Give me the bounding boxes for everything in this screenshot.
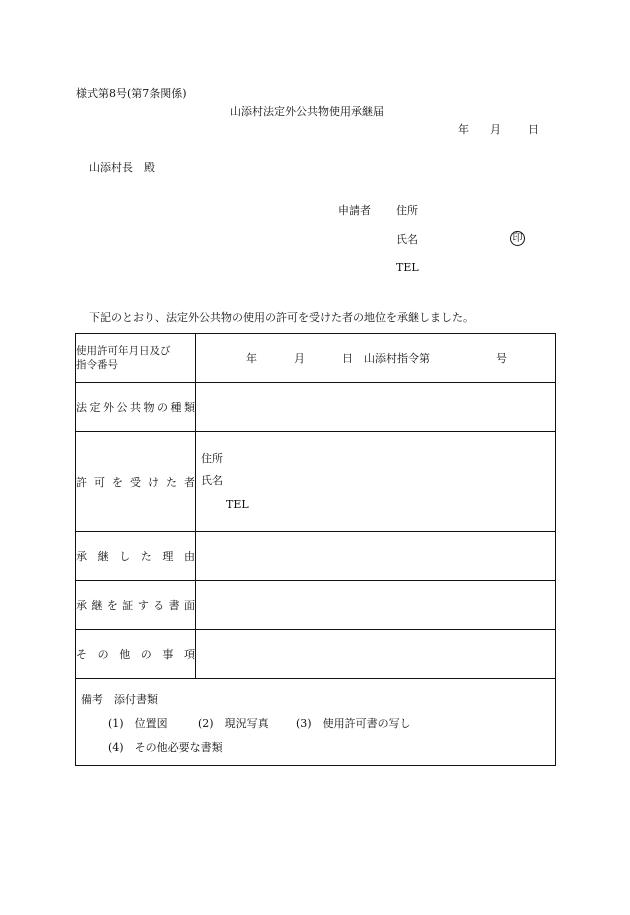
notes-item-4: (4) その他必要な書類 bbox=[108, 741, 223, 754]
type-label: 法定外公共物の種類 bbox=[76, 401, 195, 414]
other-value-cell[interactable] bbox=[196, 630, 556, 679]
row-other bbox=[76, 630, 556, 679]
document-label-cell bbox=[76, 581, 196, 630]
permittee-address-label: 住所 bbox=[201, 452, 223, 465]
type-label-cell bbox=[76, 383, 196, 432]
permit-label-line1: 使用許可年月日及び bbox=[76, 345, 171, 357]
permit-month: 月 bbox=[294, 352, 305, 365]
applicant-address-label: 住所 bbox=[396, 204, 418, 217]
other-label-cell bbox=[76, 630, 196, 679]
reason-value-cell[interactable] bbox=[196, 532, 556, 581]
notes-item-1: (1) 位置図 bbox=[108, 717, 168, 730]
notes-cell bbox=[76, 679, 556, 766]
permit-directive: 山添村指令第 bbox=[364, 352, 430, 365]
applicant-tel-label: TEL bbox=[396, 261, 419, 274]
permit-number: 号 bbox=[496, 352, 507, 365]
other-label: その他の事項 bbox=[76, 648, 195, 661]
row-document bbox=[76, 581, 556, 630]
applicant-name-label: 氏名 bbox=[396, 233, 418, 246]
permittee-label-cell bbox=[76, 432, 196, 532]
notes-heading: 備考 添付書類 bbox=[81, 693, 158, 706]
permit-label-cell bbox=[76, 334, 196, 383]
applicant-label: 申請者 bbox=[338, 204, 371, 217]
form-number: 様式第8号(第7条関係) bbox=[76, 87, 187, 100]
date-year: 年 bbox=[458, 123, 469, 136]
date-month: 月 bbox=[490, 123, 501, 136]
notes-item-3: (3) 使用許可書の写し bbox=[296, 717, 411, 730]
row-type bbox=[76, 383, 556, 432]
reason-label-cell bbox=[76, 532, 196, 581]
permit-day: 日 bbox=[342, 352, 353, 365]
intro-text: 下記のとおり、法定外公共物の使用の許可を受けた者の地位を承継しました。 bbox=[89, 311, 474, 324]
type-value-cell[interactable] bbox=[196, 383, 556, 432]
row-notes bbox=[76, 679, 556, 766]
permittee-label: 許可を受けた者 bbox=[76, 475, 195, 489]
permittee-name-label: 氏名 bbox=[201, 474, 223, 487]
permittee-value-cell[interactable] bbox=[196, 432, 556, 532]
row-reason bbox=[76, 532, 556, 581]
date-day: 日 bbox=[528, 123, 539, 136]
row-permit-info bbox=[76, 334, 556, 383]
permittee-tel-label: TEL bbox=[226, 498, 249, 511]
permit-label-line2: 指令番号 bbox=[76, 359, 118, 371]
permit-year: 年 bbox=[246, 352, 257, 365]
seal-mark: 印 bbox=[510, 231, 525, 246]
notes-item-2: (2) 現況写真 bbox=[198, 717, 269, 730]
notification-table bbox=[75, 333, 556, 766]
row-permittee bbox=[76, 432, 556, 532]
document-label: 承継を証する書面 bbox=[76, 599, 195, 612]
addressee: 山添村長 殿 bbox=[89, 161, 155, 174]
reason-label: 承継した理由 bbox=[76, 550, 195, 563]
document-value-cell[interactable] bbox=[196, 581, 556, 630]
document-title: 山添村法定外公共物使用承継届 bbox=[230, 105, 384, 118]
permit-value-cell[interactable] bbox=[196, 334, 556, 383]
